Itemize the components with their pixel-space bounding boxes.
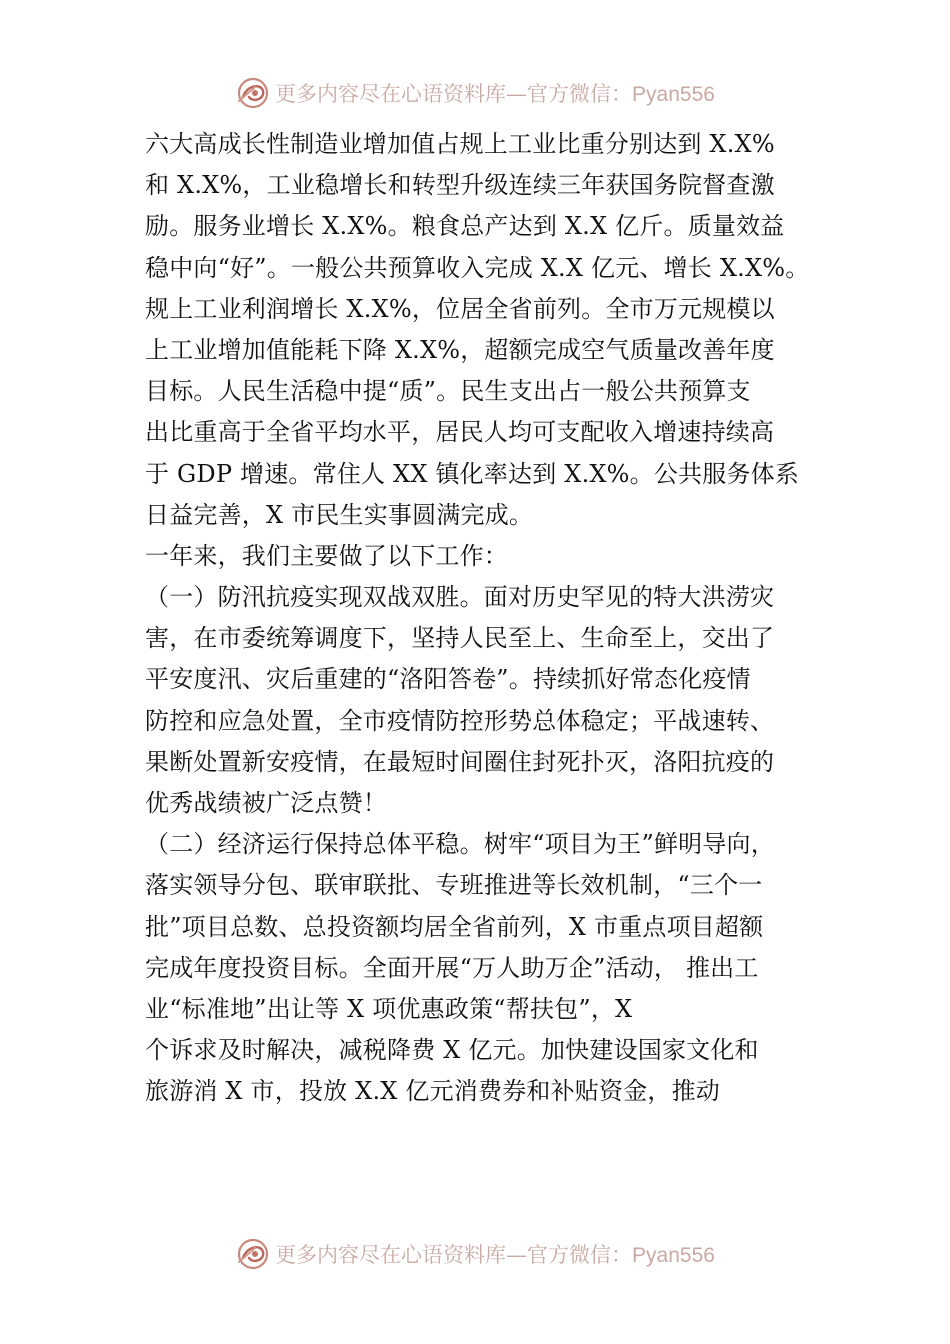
- text-line: 六大高成长性制造业增加值占规上工业比重分别达到 X.X%: [145, 130, 775, 158]
- banner-wechat-id: Pyan556: [632, 83, 715, 106]
- footer-banner: [0, 1234, 950, 1274]
- text-line: 批”项目总数、总投资额均居全省前列，X 市重点项目超额: [145, 912, 764, 941]
- text-line: 业“标准地”出让等 X 项优惠政策“帮扶包”，X: [145, 994, 633, 1023]
- text-line: 果断处置新安疫情，在最短时间圈住封死扑灭，洛阳抗疫的: [145, 747, 775, 776]
- banner-text: [275, 1239, 715, 1269]
- text-line: 个诉求及时解决，减税降费 X 亿元。加快建设国家文化和: [145, 1036, 759, 1065]
- text-line: 规上工业利润增长 X.X%，位居全省前列。全市万元规模以: [145, 294, 775, 323]
- seal-swirl-logo-icon: [235, 75, 271, 111]
- text-line: 励。服务业增长 X.X%。粮食总产达到 X.X 亿斤。质量效益: [145, 212, 785, 241]
- seal-swirl-logo-icon: [235, 1236, 271, 1272]
- text-line: 完成年度投资目标。全面开展“万人助万企”活动， 推出工: [145, 953, 759, 982]
- text-line: 出比重高于全省平均水平，居民人均可支配收入增速持续高: [145, 418, 775, 447]
- text-line: 目标。人民生活稳中提“质”。民生支出占一般公共预算支: [145, 377, 751, 406]
- text-line: 平安度汛、灾后重建的“洛阳答卷”。持续抓好常态化疫情: [145, 665, 751, 694]
- header-banner: [0, 73, 950, 113]
- banner-wechat-id: Pyan556: [632, 1244, 715, 1267]
- banner-title: 更多内容尽在心语资料库—官方微信：: [275, 1243, 633, 1267]
- text-line: （二）经济运行保持总体平稳。树牢“项目为王”鲜明导向，: [145, 830, 775, 859]
- text-line: 旅游消 X 市，投放 X.X 亿元消费券和补贴资金，推动: [145, 1077, 721, 1106]
- text-line: 上工业增加值能耗下降 X.X%，超额完成空气质量改善年度: [145, 335, 775, 364]
- text-line: 于 GDP 增速。常住人 XX 镇化率达到 X.X%。公共服务体系: [145, 459, 800, 488]
- text-line: 一年来，我们主要做了以下工作：: [145, 541, 508, 570]
- text-line: （一）防汛抗疫实现双战双胜。面对历史罕见的特大洪涝灾: [145, 583, 775, 612]
- document-body: [145, 124, 835, 1113]
- text-line: 日益完善，X 市民生实事圆满完成。: [145, 500, 534, 529]
- banner-text: [275, 78, 715, 108]
- text-line: 落实领导分包、联审联批、专班推进等长效机制，“三个一: [145, 871, 763, 900]
- text-line: 和 X.X%，工业稳增长和转型升级连续三年获国务院督查激: [145, 171, 775, 200]
- text-line: 稳中向“好”。一般公共预算收入完成 X.X 亿元、增长 X.X%。: [145, 253, 810, 282]
- text-line: 防控和应急处置，全市疫情防控形势总体稳定；平战速转、: [145, 706, 775, 735]
- text-line: 优秀战绩被广泛点赞！: [145, 789, 387, 817]
- banner-title: 更多内容尽在心语资料库—官方微信：: [275, 82, 633, 106]
- text-line: 害，在市委统筹调度下，坚持人民至上、生命至上，交出了: [145, 624, 775, 653]
